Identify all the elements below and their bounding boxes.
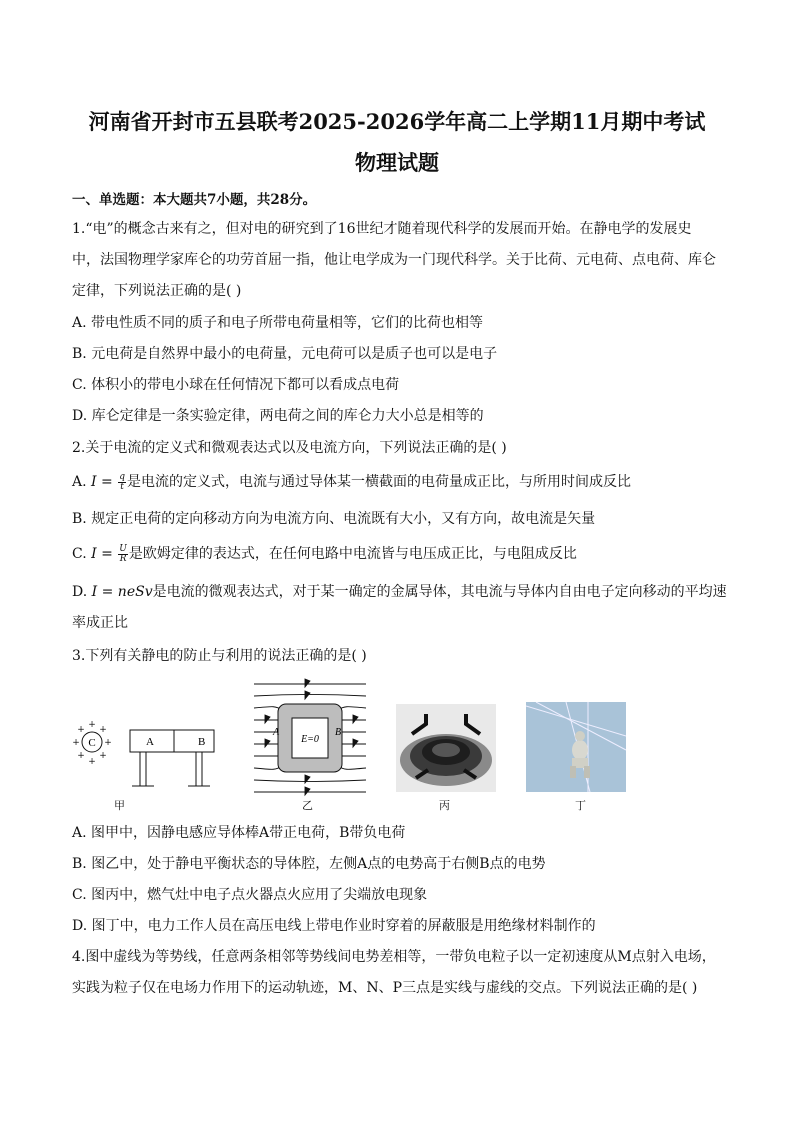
- caption-bing: 丙: [439, 799, 450, 812]
- section-heading: 一、单选题：本大题共7小题，共28分。: [72, 192, 317, 208]
- svg-text:+: +: [99, 751, 107, 761]
- q4-stem-line2: 实践为粒子仅在电场力作用下的运动轨迹，M、N、P三点是实线与虚线的交点。下列说法正确的是( ): [72, 980, 698, 996]
- figure-bing-gas-stove: [396, 704, 496, 792]
- q2-option-c: [72, 543, 577, 564]
- q2-c-var: I: [91, 546, 97, 562]
- rod-b-label: B: [198, 736, 206, 748]
- svg-text:+: +: [99, 725, 107, 735]
- q1-stem-line1: 1.“电”的概念古来有之，但对电的研究到了16世纪才随着现代科学的发展而开始。在静电学的发展史: [72, 221, 692, 237]
- q2-d-expr: I = neSv: [91, 584, 153, 600]
- q3-stem: 3.下列有关静电的防止与利用的说法正确的是( ): [72, 648, 367, 664]
- svg-text:+: +: [104, 738, 112, 748]
- svg-text:+: +: [88, 720, 96, 730]
- caption-ding: 丁: [575, 799, 586, 812]
- figure-yi: [250, 676, 370, 798]
- svg-text:+: +: [88, 757, 96, 767]
- q2-c-letter: C.: [72, 546, 92, 562]
- q2-a-var: I: [91, 474, 97, 490]
- field-zero-label: E=0: [301, 734, 319, 745]
- q2-a-numerator: q: [119, 471, 125, 482]
- q1-option-c: C. 体积小的带电小球在任何情况下都可以看成点电荷: [72, 377, 400, 393]
- q3-option-d: D. 图丁中，电力工作人员在高压电线上带电作业时穿着的屏蔽服是用绝缘材料制作的: [72, 918, 596, 934]
- q4-stem-line1: 4.图中虚线为等势线，任意两条相邻等势线间电势差相等，一带负电粒子以一定初速度从M点射入电场，: [72, 949, 716, 965]
- q3-option-a: A. 图甲中，因静电感应导体棒A带正电荷，B带负电荷: [72, 825, 406, 841]
- q1-stem-line3: 定律，下列说法正确的是( ): [72, 283, 242, 299]
- q2-a-fraction: [118, 473, 126, 492]
- page-subtitle: 物理试题: [355, 150, 439, 175]
- q2-option-b: B. 规定正电荷的定向移动方向为电流方向、电流既有大小，又有方向，故电流是矢量: [72, 511, 596, 527]
- svg-text:+: +: [77, 751, 85, 761]
- q1-option-a: A. 带电性质不同的质子和电子所带电荷量相等，它们的比荷也相等: [72, 315, 484, 331]
- figure-jia: [70, 718, 220, 803]
- q2-d-letter: D.: [72, 584, 92, 600]
- q1-option-b: B. 元电荷是自然界中最小的电荷量，元电荷可以是质子也可以是电子: [72, 346, 498, 362]
- q2-a-text: 是电流的定义式，电流与通过导体某一横截面的电荷量成正比，与所用时间成反比: [126, 474, 631, 490]
- conductor-rods: [130, 730, 214, 786]
- q2-c-fraction: [118, 545, 128, 564]
- page-title: 河南省开封市五县联考2025-2026学年高二上学期11月期中考试: [88, 109, 706, 134]
- q2-c-eq: =: [96, 546, 118, 562]
- q2-option-a: [72, 471, 631, 492]
- svg-text:+: +: [77, 725, 85, 735]
- q2-option-d: [72, 581, 727, 601]
- sphere-label: C: [88, 737, 96, 749]
- q2-c-text: 是欧姆定律的表达式，在任何电路中电流皆与电压成正比，与电阻成反比: [128, 546, 577, 562]
- q1-option-d: D. 库仑定律是一条实验定律，两电荷之间的库仑力大小总是相等的: [72, 408, 484, 424]
- rod-a-label: A: [146, 736, 154, 748]
- q2-d-text: 是电流的微观表达式，对于某一确定的金属导体，其电流与导体内自由电子定向移动的平均速: [152, 584, 727, 600]
- q1-stem-line2: 中，法国物理学家库仑的功劳首屈一指，他让电学成为一门现代科学。关于比荷、元电荷、点电荷、库仑: [72, 252, 716, 268]
- q3-option-b: B. 图乙中，处于静电平衡状态的导体腔，左侧A点的电势高于右侧B点的电势: [72, 856, 546, 872]
- svg-text:+: +: [72, 738, 80, 748]
- q2-c-numerator: U: [119, 543, 127, 554]
- q2-a-eq: =: [96, 474, 118, 490]
- q2-a-denominator: t: [120, 481, 124, 492]
- point-b-label: B: [335, 727, 342, 738]
- q2-stem: 2.关于电流的定义式和微观表达式以及电流方向，下列说法正确的是( ): [72, 440, 507, 456]
- q3-option-c: C. 图丙中，燃气灶中电子点火器点火应用了尖端放电现象: [72, 887, 428, 903]
- point-a-label: A: [273, 727, 280, 738]
- figure-ding-line-worker: [526, 702, 626, 792]
- caption-yi: 乙: [302, 799, 313, 812]
- caption-jia: 甲: [114, 799, 125, 812]
- charged-sphere: [72, 720, 112, 767]
- q2-c-denominator: R: [119, 553, 127, 564]
- q2-a-letter: A.: [72, 474, 92, 490]
- q2-option-d-line2: 率成正比: [72, 615, 128, 631]
